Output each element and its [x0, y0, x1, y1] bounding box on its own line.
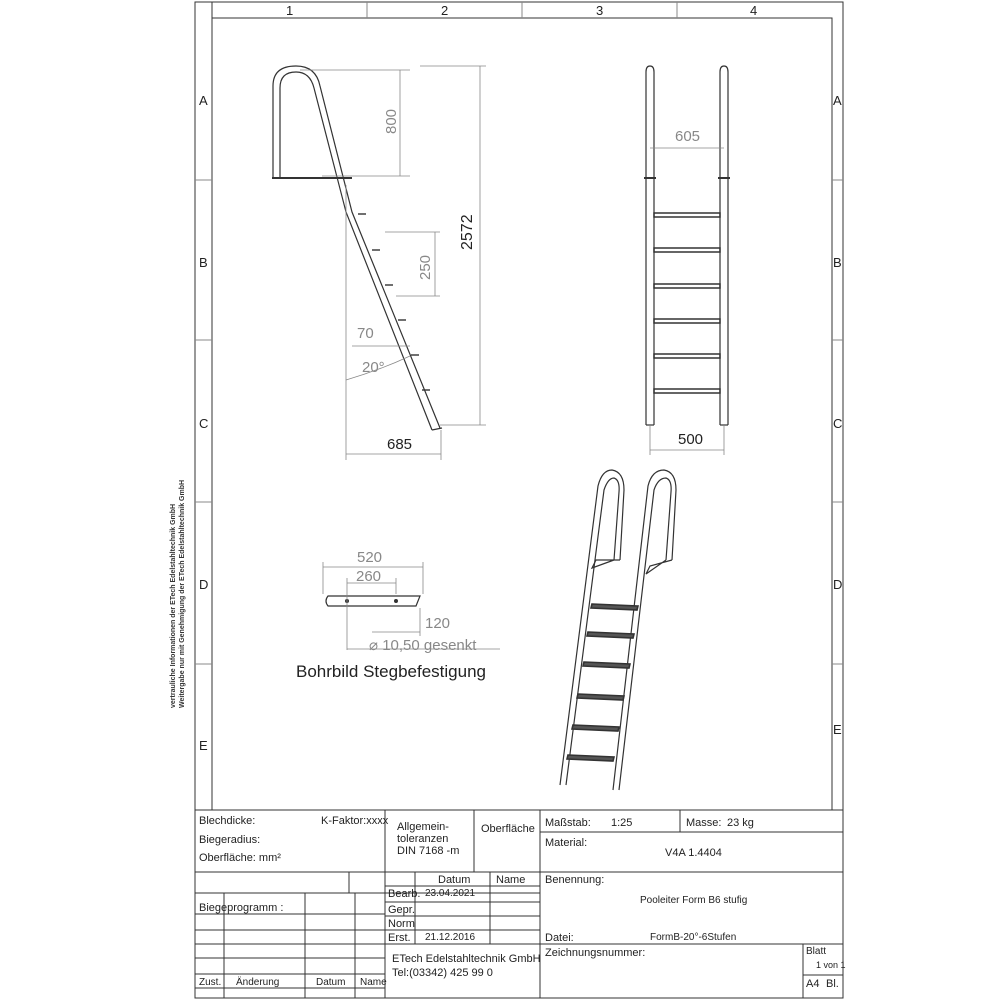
- row-label-c-left: C: [199, 416, 209, 431]
- aenderung-header: Änderung: [236, 977, 280, 988]
- row-label-e-right: E: [833, 722, 842, 737]
- dim-520: 520: [357, 549, 383, 566]
- dim-605: 605: [675, 128, 701, 145]
- bore-caption: Bohrbild Stegbefestigung: [296, 662, 486, 681]
- massstab-value: 1:25: [611, 817, 633, 829]
- erst-date: 21.12.2016: [425, 932, 476, 943]
- blechdicke-label: Blechdicke:: [199, 815, 256, 827]
- material-label: Material:: [545, 837, 588, 849]
- dim-2572: 2572: [459, 214, 476, 250]
- row-label-a-left: A: [199, 93, 208, 108]
- grid-ticks: [195, 2, 843, 664]
- blatt-label: Blatt: [806, 946, 827, 957]
- row-label-c-right: C: [833, 416, 843, 431]
- col-label-3: 3: [596, 3, 604, 18]
- dim-260: 260: [356, 568, 382, 585]
- dim-120: 120: [425, 615, 451, 632]
- row-label-d-left: D: [199, 577, 209, 592]
- col-label-2: 2: [441, 3, 449, 18]
- tolerance-line2: toleranzen: [397, 833, 449, 845]
- row-label-e-left: E: [199, 738, 208, 753]
- erst-label: Erst.: [388, 932, 411, 944]
- benennung-value: Pooleiter Form B6 stufig: [640, 895, 748, 906]
- name-header: Name: [496, 874, 526, 886]
- biegeradius-label: Biegeradius:: [199, 834, 261, 846]
- oberflaeche-label: Oberfläche: [481, 823, 535, 835]
- bearb-date: 23.04.2021: [425, 888, 476, 899]
- col-label-4: 4: [750, 3, 758, 18]
- norm-label: Norm: [388, 918, 415, 930]
- drawing-frame: [195, 2, 843, 998]
- company-phone: Tel:(03342) 425 99 0: [392, 967, 493, 979]
- blatt-count: 1 von 1: [816, 960, 846, 970]
- rev-datum-header: Datum: [316, 977, 346, 988]
- side-view-ladder: [272, 66, 442, 430]
- dim-500: 500: [678, 431, 704, 448]
- confidential-note-line1: vertrauliche Informationen der ETech Edelstahltechnik GmbH: [170, 503, 177, 708]
- dim-250: 250: [417, 254, 434, 280]
- col-label-1: 1: [286, 3, 294, 18]
- gepr-label: Gepr.: [388, 904, 415, 916]
- hole-note: ⌀ 10,50 gesenkt: [369, 637, 477, 654]
- tolerance-line1: Allgemein-: [397, 821, 449, 833]
- bl-label: Bl.: [826, 978, 839, 990]
- row-label-a-right: A: [833, 93, 842, 108]
- material-value: V4A 1.4404: [665, 847, 722, 859]
- rev-name-header: Name: [360, 977, 387, 988]
- format-label: A4: [806, 978, 820, 990]
- massstab-label: Maßstab:: [545, 817, 591, 829]
- benennung-label: Benennung:: [545, 874, 605, 886]
- datei-value: FormB-20°-6Stufen: [650, 932, 737, 943]
- front-view-ladder: [644, 66, 730, 425]
- company-name: ETech Edelstahltechnik GmbH: [392, 953, 541, 965]
- row-label-b-right: B: [833, 255, 842, 270]
- dim-800: 800: [383, 108, 400, 134]
- oberflaeche-area-label: Oberfläche: mm²: [199, 852, 281, 864]
- datum-header: Datum: [438, 874, 471, 886]
- zeichnungsnummer-label: Zeichnungsnummer:: [545, 947, 646, 959]
- bearb-label: Bearb.: [388, 888, 421, 900]
- masse-label: Masse:: [686, 817, 722, 829]
- biegeprogramm-label: Biegeprogramm :: [199, 902, 284, 914]
- bore-detail-drawing: [326, 596, 420, 606]
- dim-20-deg: 20°: [362, 359, 385, 376]
- row-label-b-left: B: [199, 255, 208, 270]
- datei-label: Datei:: [545, 932, 574, 944]
- masse-value: 23 kg: [727, 817, 754, 829]
- zust-header: Zust.: [199, 977, 222, 988]
- dim-685: 685: [387, 436, 413, 453]
- confidential-note-line2: Weitergabe nur mit Genehmigung der ETech Edelstahltechnik GmbH: [179, 479, 186, 708]
- k-faktor-label: K-Faktor:xxxx: [321, 815, 389, 827]
- front-view-dimensions: [650, 148, 724, 455]
- dim-70: 70: [357, 325, 374, 342]
- row-label-d-right: D: [833, 577, 843, 592]
- tolerance-line3: DIN 7168 -m: [397, 845, 460, 857]
- isometric-ladder: [560, 470, 676, 790]
